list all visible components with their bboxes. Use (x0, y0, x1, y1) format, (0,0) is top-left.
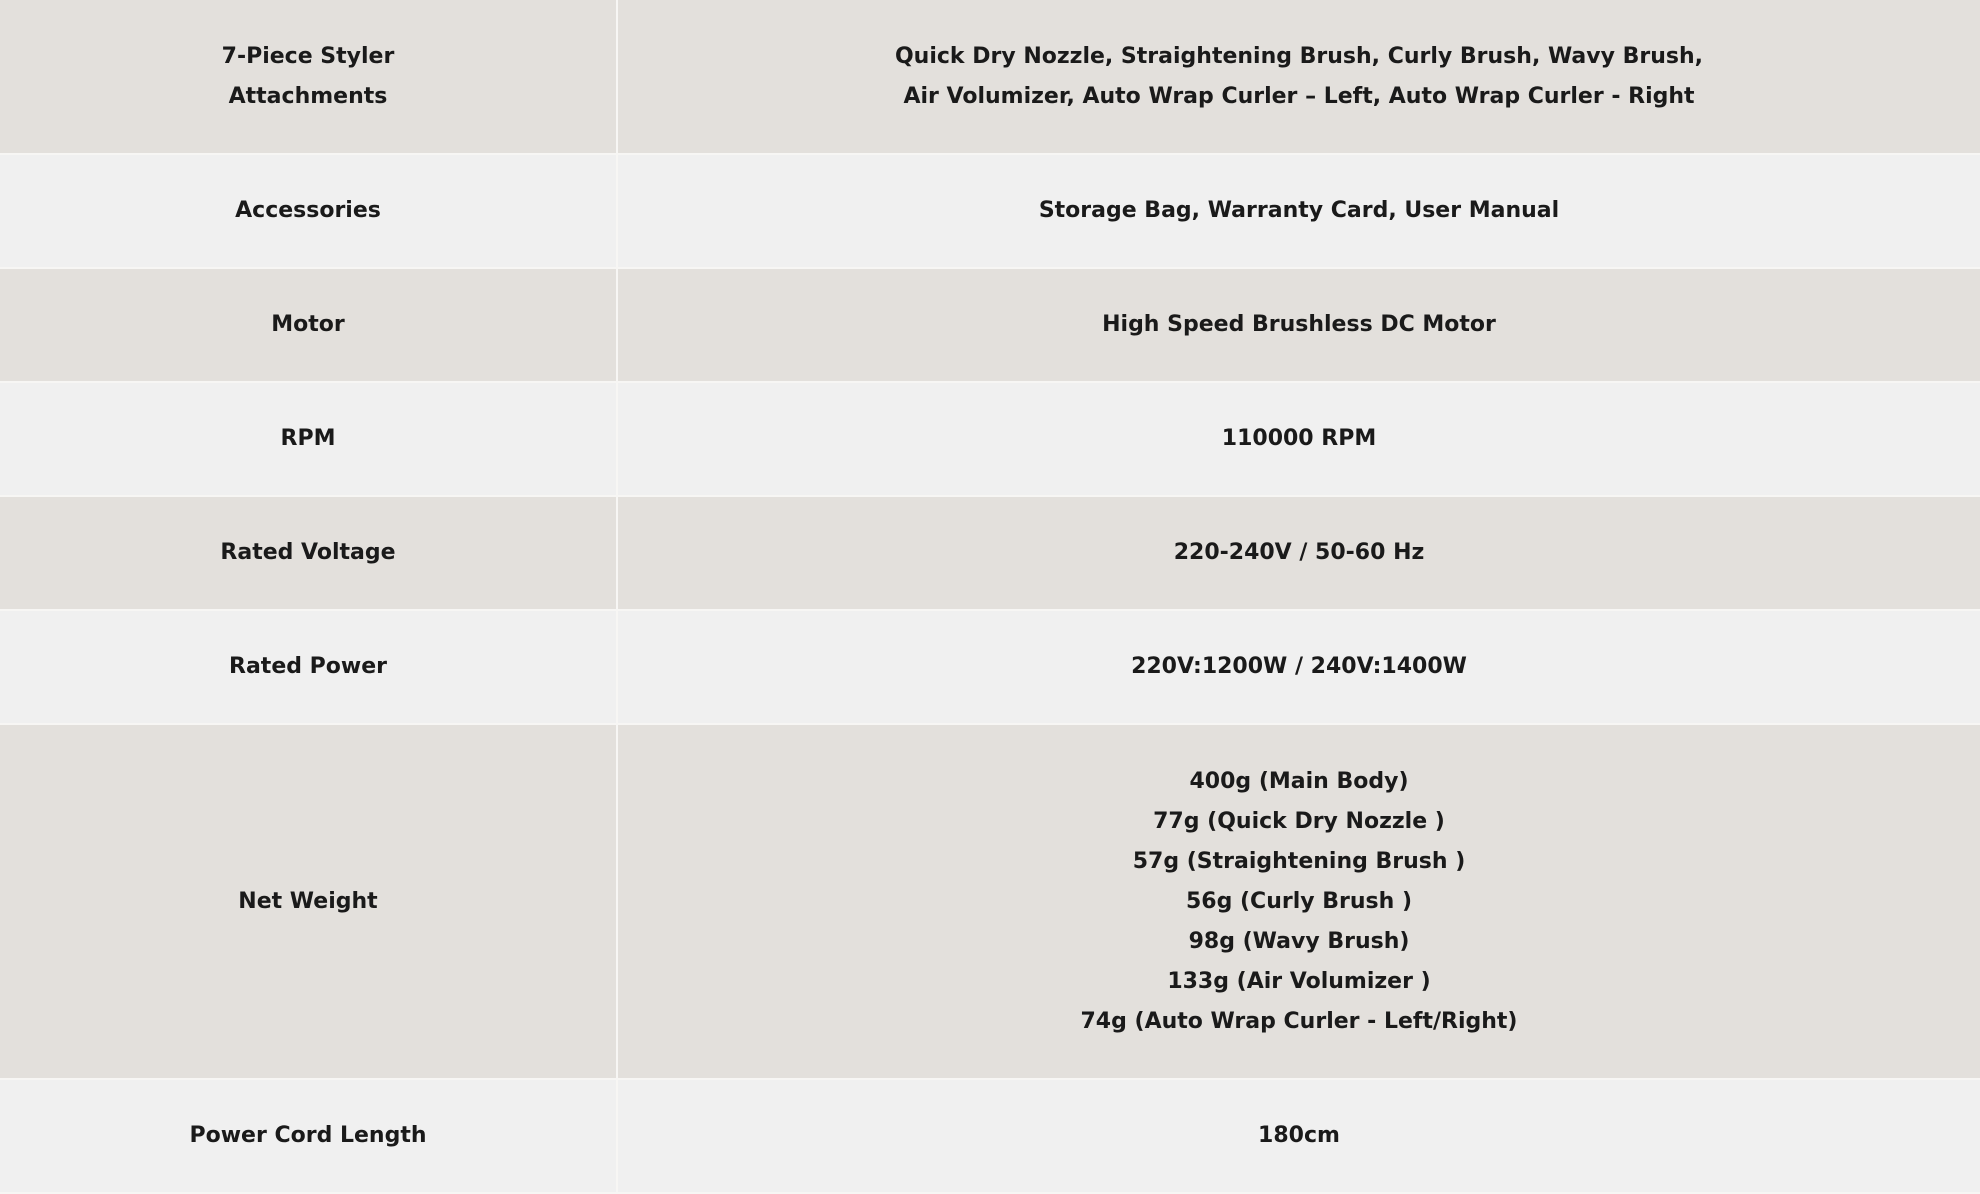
spec-value-line: 56g (Curly Brush ) (1185, 888, 1413, 914)
spec-value-line: 400g (Main Body) (1189, 768, 1409, 794)
spec-label-motor (0, 269, 618, 383)
spec-value-rated-voltage (618, 497, 1980, 611)
spec-label-line: Rated Voltage (220, 540, 396, 565)
spec-label-line: Motor (271, 312, 345, 337)
spec-value-accessories (618, 155, 1980, 269)
spec-label-line: 7-Piece Styler (221, 43, 395, 69)
spec-value-line: 220-240V / 50-60 Hz (1173, 540, 1425, 565)
spec-value-line: Quick Dry Nozzle, Straightening Brush, Curly Brush, Wavy Brush, (894, 43, 1704, 69)
spec-label-attachments (0, 0, 618, 155)
spec-label-line: Rated Power (229, 654, 387, 679)
spec-label-rated-power (0, 611, 618, 725)
spec-label-line: Attachments (228, 83, 388, 109)
spec-value-net-weight (618, 725, 1980, 1080)
spec-label-line: Accessories (235, 198, 381, 223)
spec-value-rated-power (618, 611, 1980, 725)
spec-value-motor (618, 269, 1980, 383)
spec-value-line: 110000 RPM (1221, 426, 1377, 451)
spec-value-line: Air Volumizer, Auto Wrap Curler – Left, Auto Wrap Curler - Right (903, 83, 1695, 109)
spec-value-rpm (618, 383, 1980, 497)
spec-label-line: Net Weight (238, 888, 378, 914)
spec-value-line: 180cm (1258, 1123, 1340, 1148)
spec-value-line: 133g (Air Volumizer ) (1167, 968, 1431, 994)
spec-label-rpm (0, 383, 618, 497)
spec-value-line: Storage Bag, Warranty Card, User Manual (1038, 198, 1560, 223)
spec-label-line: RPM (280, 426, 336, 451)
spec-value-line: 74g (Auto Wrap Curler - Left/Right) (1080, 1008, 1518, 1034)
spec-label-accessories (0, 155, 618, 269)
spec-value-attachments (618, 0, 1980, 155)
spec-label-power-cord-length (0, 1080, 618, 1194)
spec-label-rated-voltage (0, 497, 618, 611)
spec-value-line: 98g (Wavy Brush) (1188, 928, 1410, 954)
spec-label-line: Power Cord Length (189, 1123, 427, 1148)
spec-label-net-weight (0, 725, 618, 1080)
spec-value-line: 57g (Straightening Brush ) (1132, 848, 1466, 874)
spec-value-line: 220V:1200W / 240V:1400W (1131, 654, 1467, 679)
spec-value-line: 77g (Quick Dry Nozzle ) (1153, 808, 1445, 834)
spec-value-line: High Speed Brushless DC Motor (1102, 312, 1496, 337)
spec-value-power-cord-length (618, 1080, 1980, 1194)
